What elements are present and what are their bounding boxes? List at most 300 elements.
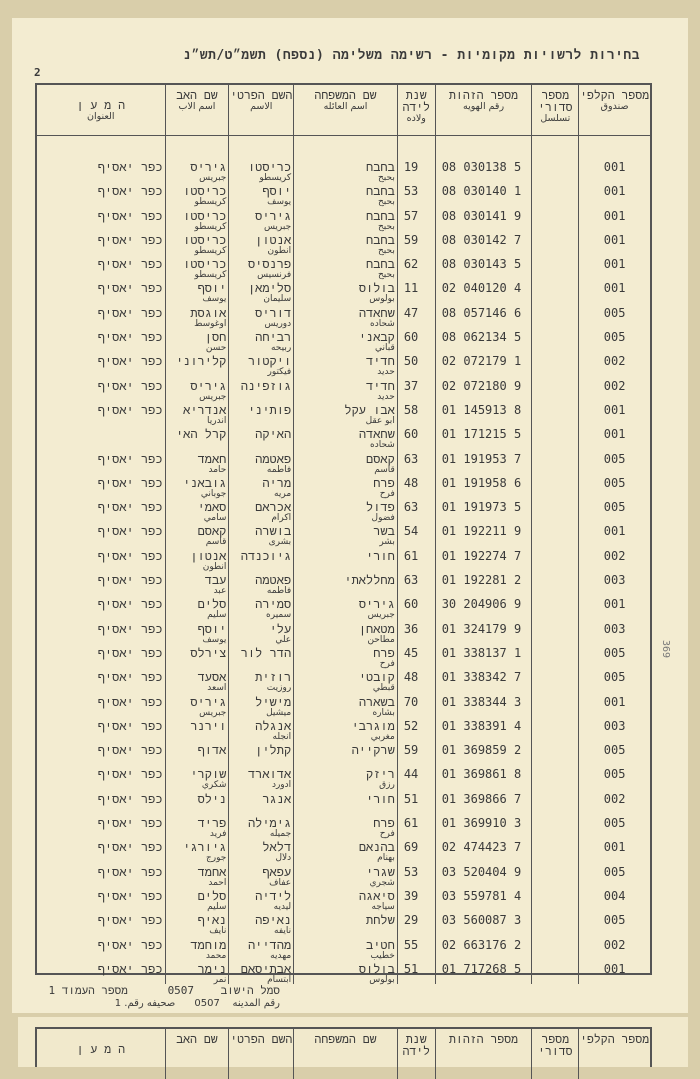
side-margin-note: 369 [660, 640, 671, 659]
table-row [37, 207, 650, 231]
kalpi-text: 005 [603, 743, 626, 758]
address-cell [37, 717, 166, 741]
first-name-text: גימילה [247, 816, 292, 831]
birth-year-text: 39 [403, 888, 419, 903]
father-name-text: אוגסת [190, 305, 227, 320]
birth-year-text: 29 [403, 913, 419, 928]
birth-year-cell [398, 668, 436, 692]
father-name-cell [166, 207, 230, 231]
father-name-cell [166, 790, 230, 814]
family-name-cell [294, 936, 398, 960]
family-name-cell [294, 279, 398, 303]
address-text: כפר יאסיף [97, 475, 163, 490]
father-name-text: אחמד [197, 864, 227, 879]
first-name-text: דוריס [255, 305, 292, 320]
table-row [37, 377, 650, 401]
id-number-text: 01 192281 2 [441, 573, 522, 588]
address-text: כפר יאסיף [97, 184, 163, 199]
birth-year-cell [398, 838, 436, 862]
first-name-cell [229, 717, 294, 741]
id-number-text: 08 057146 6 [441, 305, 522, 320]
first-name-text: דלאל [262, 840, 292, 855]
address-text: כפר יאסיף [97, 257, 163, 272]
father-name-arabic: يوسف [202, 294, 227, 305]
serial-cell [532, 741, 579, 765]
footer-line-he [40, 984, 280, 997]
first-name-text: מהדייה [247, 937, 292, 952]
address-text: כפר יאסיף [97, 864, 163, 879]
kalpi-text: 005 [603, 475, 626, 490]
header-birth-year [398, 85, 436, 135]
family-name-arabic: فرح [379, 829, 395, 840]
first-name-cell [229, 887, 294, 911]
father-name-text: סלים [197, 888, 227, 903]
family-name-cell [294, 474, 398, 498]
serial-cell [532, 328, 579, 352]
id-number-text: 01 338344 3 [441, 694, 522, 709]
first-name-cell [229, 668, 294, 692]
address-cell [37, 693, 166, 717]
address-text: כפר יאסיף [97, 378, 163, 393]
table-row [37, 328, 650, 352]
birth-year-text: 36 [403, 621, 419, 636]
header-serial [532, 85, 579, 135]
birth-year-text: 61 [403, 816, 419, 831]
address-text: כפר יאסיף [97, 402, 163, 417]
id-number-cell [436, 571, 533, 595]
kalpi-text: 001 [603, 160, 626, 174]
father-name-cell [166, 352, 230, 376]
father-name-arabic: قاسم [205, 537, 227, 548]
kalpi-cell [579, 838, 650, 862]
father-name-cell [166, 182, 230, 206]
birth-year-cell [398, 693, 436, 717]
first-name-arabic: سليمان [263, 294, 292, 305]
first-name-arabic: عفاف [269, 877, 292, 888]
address-cell [37, 790, 166, 814]
family-name-arabic: حديد [377, 391, 395, 402]
address-cell [37, 741, 166, 765]
address-text: כפר יאסיף [97, 816, 163, 831]
id-number-text: 02 663176 2 [441, 937, 522, 952]
table-header [37, 85, 650, 136]
family-name-arabic: ابو عقل [365, 415, 395, 426]
father-name-text: וירנר [190, 718, 227, 733]
birth-year-cell [398, 814, 436, 838]
kalpi-cell [579, 450, 650, 474]
address-cell [37, 644, 166, 668]
family-name-text: בחבח [366, 257, 395, 272]
kalpi-text: 001 [603, 694, 626, 709]
first-name-text: הדר לור [240, 645, 292, 660]
birth-year-text: 53 [403, 864, 419, 879]
table-row [37, 401, 650, 425]
id-number-text: 08 030142 7 [441, 232, 522, 247]
header-address-ar: العنوان [87, 111, 115, 122]
first-name-text: גוזפינה [240, 378, 292, 393]
birth-year-cell [398, 547, 436, 571]
family-name-arabic: رزق [379, 780, 395, 791]
family-name-cell [294, 182, 398, 206]
serial-cell [532, 304, 579, 328]
id-number-cell [436, 887, 533, 911]
first-name-arabic: سميره [266, 610, 292, 621]
first-name-text: לידיה [255, 888, 292, 903]
family-name-text: מוגרבי [351, 718, 395, 733]
id-number-cell [436, 522, 533, 546]
father-name-text: צירלס [190, 645, 227, 660]
address-text: כפר יאסיף [97, 961, 163, 976]
address-cell [37, 863, 166, 887]
id-number-text: 08 062134 5 [441, 330, 522, 345]
kalpi-text: 005 [603, 500, 626, 515]
table-row [37, 644, 650, 668]
first-name-cell [229, 255, 294, 279]
serial-cell [532, 620, 579, 644]
family-name-text: בחבח [366, 232, 395, 247]
address-cell [37, 158, 166, 182]
father-name-cell [166, 401, 230, 425]
id-number-cell [436, 207, 533, 231]
family-name-arabic: شجري [369, 877, 395, 888]
id-number-cell [436, 377, 533, 401]
father-name-cell [166, 522, 230, 546]
table-row [37, 474, 650, 498]
birth-year-cell [398, 911, 436, 935]
kalpi-cell [579, 814, 650, 838]
first-name-cell [229, 498, 294, 522]
first-name-text: פאטמה [255, 451, 292, 466]
id-number-text: 01 338137 1 [441, 645, 522, 660]
father-name-cell [166, 717, 230, 741]
kalpi-cell [579, 401, 650, 425]
next-header-father [166, 1029, 230, 1079]
serial-cell [532, 936, 579, 960]
id-number-cell [436, 401, 533, 425]
first-name-cell [229, 838, 294, 862]
header-serial-ar: تسلسل [540, 113, 571, 124]
first-name-arabic: ربيحه [270, 343, 292, 354]
id-number-text: 01 324179 9 [441, 621, 522, 636]
kalpi-cell [579, 887, 650, 911]
kalpi-text: 002 [603, 378, 626, 393]
first-name-cell [229, 352, 294, 376]
id-number-text: 01 338391 4 [441, 718, 522, 733]
birth-year-text: 57 [403, 208, 419, 223]
birth-year-text: 60 [403, 330, 419, 345]
first-name-arabic: دوريس [264, 318, 292, 329]
address-cell [37, 401, 166, 425]
serial-cell [532, 158, 579, 182]
header-family-ar: اسم العائله [323, 101, 368, 112]
kalpi-text: 002 [603, 548, 626, 563]
kalpi-text: 002 [603, 354, 626, 369]
father-name-text: נימר [197, 961, 227, 976]
first-name-text: פרנסיס [247, 257, 292, 272]
birth-year-text: 63 [403, 451, 419, 466]
id-number-cell [436, 547, 533, 571]
first-name-arabic: جميله [269, 829, 292, 840]
father-name-text: כריסטו [183, 232, 227, 247]
first-name-cell [229, 522, 294, 546]
id-number-text: 08 030143 5 [441, 257, 522, 272]
family-name-text: בולוס [358, 281, 395, 296]
father-name-text: גיריס [190, 378, 227, 393]
father-name-cell [166, 304, 230, 328]
table-row [37, 450, 650, 474]
birth-year-text: 53 [403, 184, 419, 199]
serial-cell [532, 498, 579, 522]
family-name-text: שחאדה [358, 427, 395, 442]
kalpi-text: 001 [603, 427, 626, 442]
address-text: כפר יאסיף [97, 232, 163, 247]
father-name-text: נילס [197, 791, 227, 806]
id-number-text: 02 040120 4 [441, 281, 522, 296]
header-first-name [229, 85, 294, 135]
serial-cell [532, 717, 579, 741]
id-number-cell [436, 790, 533, 814]
father-name-cell [166, 765, 230, 789]
family-name-arabic: بهنام [377, 853, 395, 864]
table-row [37, 693, 650, 717]
id-number-cell [436, 595, 533, 619]
family-name-text: פרח [373, 816, 395, 831]
table-row [37, 790, 650, 814]
address-cell [37, 207, 166, 231]
kalpi-cell [579, 255, 650, 279]
birth-year-text: 48 [403, 670, 419, 685]
id-number-cell [436, 741, 533, 765]
birth-year-cell [398, 231, 436, 255]
table-row [37, 936, 650, 960]
table-row [37, 231, 650, 255]
first-name-cell [229, 911, 294, 935]
father-name-arabic: حسن [205, 343, 227, 354]
kalpi-text: 003 [603, 621, 626, 636]
first-name-text: אנגר [262, 791, 292, 806]
header-kalpi-ar: صندوق [600, 101, 629, 112]
family-name-cell [294, 255, 398, 279]
family-name-arabic: حديد [377, 367, 395, 378]
next-page-header [37, 1029, 650, 1079]
first-name-arabic: انجله [272, 731, 292, 742]
father-name-text: גובאני [183, 475, 227, 490]
first-name-arabic: روزيت [266, 683, 292, 694]
father-name-cell [166, 693, 230, 717]
address-cell [37, 911, 166, 935]
kalpi-cell [579, 352, 650, 376]
next-header-family-he: שם המשפחה [314, 1032, 377, 1046]
family-name-arabic: بحبح [377, 221, 395, 232]
id-number-text: 01 191973 5 [441, 500, 522, 515]
family-name-arabic: قاسم [374, 464, 395, 475]
family-name-text: בשר [373, 524, 395, 539]
id-number-cell [436, 936, 533, 960]
birth-year-cell [398, 863, 436, 887]
kalpi-cell [579, 328, 650, 352]
first-name-cell [229, 377, 294, 401]
first-name-text: עלי [269, 621, 292, 636]
next-header-kalpi [579, 1029, 650, 1079]
family-name-text: חורי [366, 548, 395, 563]
address-text: כפר יאסיף [97, 888, 163, 903]
id-number-text: 01 145913 8 [441, 402, 522, 417]
kalpi-cell [579, 498, 650, 522]
id-number-cell [436, 304, 533, 328]
family-name-cell [294, 425, 398, 449]
father-name-cell [166, 620, 230, 644]
family-name-arabic: بولوس [369, 294, 395, 305]
father-name-text: אנדריא [183, 402, 227, 417]
serial-cell [532, 474, 579, 498]
father-name-arabic: يوسف [202, 634, 227, 645]
next-header-first [229, 1029, 294, 1079]
kalpi-cell [579, 741, 650, 765]
serial-cell [532, 450, 579, 474]
birth-year-text: 19 [403, 160, 419, 174]
address-text: כפר יאסיף [97, 548, 163, 563]
family-name-arabic: سياجه [371, 901, 395, 912]
kalpi-cell [579, 377, 650, 401]
birth-year-cell [398, 595, 436, 619]
id-number-cell [436, 255, 533, 279]
next-header-address [37, 1029, 166, 1079]
family-name-arabic: بحبح [377, 245, 395, 256]
id-number-text: 01 717268 5 [441, 961, 522, 976]
id-number-text: 01 338342 7 [441, 670, 522, 685]
family-name-cell [294, 887, 398, 911]
father-name-cell [166, 279, 230, 303]
serial-cell [532, 790, 579, 814]
kalpi-cell [579, 960, 650, 984]
id-number-text: 08 030138 5 [441, 160, 522, 174]
father-name-text: פריד [197, 816, 227, 831]
table-spacer [37, 136, 650, 158]
family-name-text: חדיד [366, 354, 395, 369]
table-row [37, 668, 650, 692]
serial-cell [532, 887, 579, 911]
first-name-cell [229, 401, 294, 425]
first-name-text: אדוארד [247, 767, 292, 782]
address-text: כפר יאסיף [97, 330, 163, 345]
header-address-he: ה מ ע ן [76, 98, 125, 112]
table-row [37, 765, 650, 789]
settlement-code-label: סמל הישוב [220, 984, 280, 997]
father-name-text: אסעד [197, 670, 227, 685]
kalpi-text: 005 [603, 816, 626, 831]
header-address [37, 85, 166, 135]
kalpi-text: 002 [603, 791, 626, 806]
table-row [37, 741, 650, 765]
header-father-he: שם האב [176, 88, 218, 102]
father-name-cell [166, 838, 230, 862]
address-cell [37, 668, 166, 692]
id-number-text: 01 369910 3 [441, 816, 522, 831]
father-name-text: יוסף [197, 621, 227, 636]
father-name-cell [166, 644, 230, 668]
serial-cell [532, 401, 579, 425]
header-id-number [436, 85, 533, 135]
address-cell [37, 838, 166, 862]
family-name-cell [294, 595, 398, 619]
family-name-arabic: فرح [379, 658, 395, 669]
birth-year-text: 59 [403, 232, 419, 247]
father-name-arabic: كريسطو [194, 197, 227, 208]
birth-year-text: 63 [403, 573, 419, 588]
first-name-cell [229, 644, 294, 668]
birth-year-text: 70 [403, 694, 419, 709]
father-name-arabic: اوغوسط [194, 318, 227, 329]
first-name-arabic: فرنسيس [257, 270, 292, 281]
table-row [37, 887, 650, 911]
first-name-cell [229, 571, 294, 595]
family-name-cell [294, 814, 398, 838]
family-name-text: פרח [373, 475, 395, 490]
table-row [37, 620, 650, 644]
kalpi-text: 001 [603, 184, 626, 199]
address-cell [37, 936, 166, 960]
first-name-arabic: فيكتور [267, 367, 292, 378]
id-number-text: 01 191958 6 [441, 475, 522, 490]
family-name-cell [294, 717, 398, 741]
address-cell [37, 765, 166, 789]
address-text [37, 425, 165, 428]
family-name-arabic: قبطي [372, 683, 395, 694]
first-name-text: פותיני [247, 402, 292, 417]
family-name-arabic: مغربي [370, 731, 395, 742]
kalpi-text: 001 [603, 208, 626, 223]
kalpi-text: 005 [603, 864, 626, 879]
family-name-text: קבאני [358, 330, 395, 345]
father-name-cell [166, 498, 230, 522]
father-name-cell [166, 863, 230, 887]
birth-year-text: 62 [403, 257, 419, 272]
first-name-arabic: دلال [275, 853, 292, 864]
next-header-year-he: שנת לידה [402, 1032, 431, 1058]
family-name-text: בחבח [366, 160, 395, 174]
father-name-text: כריסטו [183, 257, 227, 272]
id-number-text: 02 072179 1 [441, 354, 522, 369]
family-name-text: בולוס [358, 961, 395, 976]
page-number-label: מספר העמוד [61, 984, 128, 997]
kalpi-cell [579, 765, 650, 789]
serial-cell [532, 863, 579, 887]
header-father-ar: اسم الاب [178, 101, 216, 112]
family-name-cell [294, 790, 398, 814]
address-text: כפר יאסיף [97, 208, 163, 223]
page-number-value: 1 [48, 984, 56, 997]
id-number-text: 08 030141 9 [441, 208, 522, 223]
first-name-cell [229, 693, 294, 717]
family-name-arabic: بشاره [372, 707, 395, 718]
birth-year-cell [398, 304, 436, 328]
id-number-cell [436, 717, 533, 741]
first-name-text: ויקטור [247, 354, 292, 369]
kalpi-cell [579, 182, 650, 206]
family-name-text: שרקייה [351, 743, 395, 758]
family-name-arabic: بحبح [377, 197, 395, 208]
address-text: כפר יאסיף [97, 305, 163, 320]
father-name-cell [166, 741, 230, 765]
father-name-text: גיריס [190, 160, 227, 174]
birth-year-cell [398, 158, 436, 182]
birth-year-text: 47 [403, 305, 419, 320]
address-text: כפר יאסיף [97, 767, 163, 782]
first-name-cell [229, 595, 294, 619]
father-name-arabic: كريسطو [194, 245, 227, 256]
father-name-cell [166, 547, 230, 571]
serial-cell [532, 838, 579, 862]
